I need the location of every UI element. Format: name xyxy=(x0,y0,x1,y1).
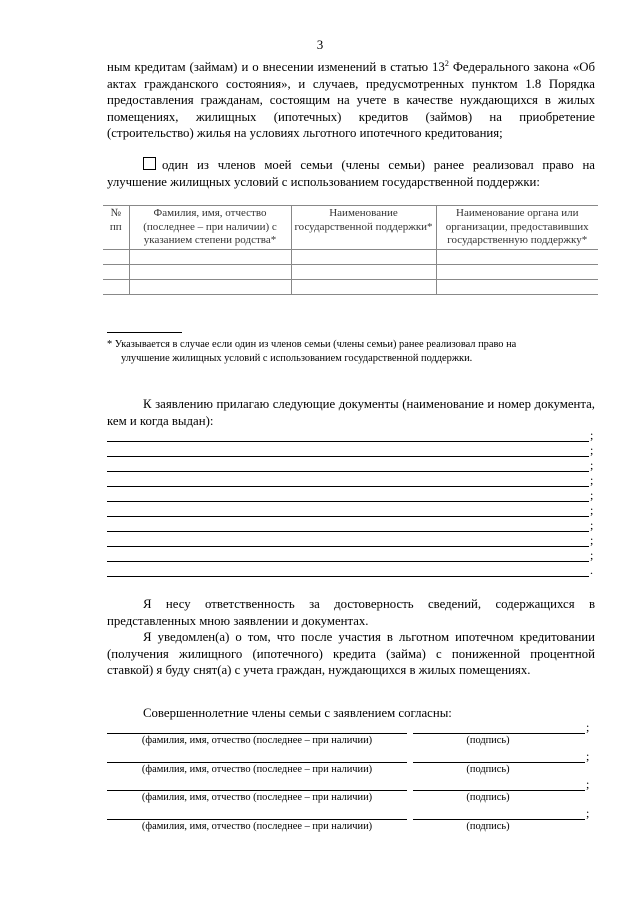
footnote-line-2: улучшение жилищных условий с использованием государственной поддержки. xyxy=(121,353,473,364)
attachment-line-10-end: . xyxy=(590,563,593,577)
attachment-line-10[interactable] xyxy=(107,576,589,577)
signature-name-line-2[interactable] xyxy=(107,762,407,763)
table-header-organization: Наименование органа или организации, предоставивших государственную поддержку* xyxy=(436,206,598,250)
attachment-line-7-end: ; xyxy=(590,518,594,532)
responsibility-text: Я несу ответственность за достоверность сведений, содержащихся в представленных мною заявлении и документах. xyxy=(107,597,595,628)
table-cell[interactable] xyxy=(436,249,598,264)
attachment-line-5[interactable] xyxy=(107,501,589,502)
family-support-checkbox-row xyxy=(107,157,595,190)
attachment-line-2[interactable] xyxy=(107,456,589,457)
table-cell[interactable] xyxy=(291,249,436,264)
support-table xyxy=(103,205,598,295)
attachments-paragraph xyxy=(107,396,595,429)
footnote-separator xyxy=(107,332,182,333)
signature-name-caption-4: (фамилия, имя, отчество (последнее – при наличии) xyxy=(141,821,373,832)
table-cell[interactable] xyxy=(103,249,129,264)
attachment-line-3-end: ; xyxy=(590,458,594,472)
table-cell[interactable] xyxy=(291,279,436,294)
signature-name-caption-1: (фамилия, имя, отчество (последнее – при наличии) xyxy=(141,735,373,746)
table-header-number: № пп xyxy=(103,206,129,250)
signature-sign-line-3[interactable] xyxy=(413,790,585,791)
signature-sign-line-2[interactable] xyxy=(413,762,585,763)
signature-name-caption-3: (фамилия, имя, отчество (последнее – при наличии) xyxy=(141,792,373,803)
signature-row-3-end: ; xyxy=(586,777,590,791)
intro-paragraph xyxy=(107,59,595,142)
notice-text: Я уведомлен(а) о том, что после участия в льготном ипотечном кредитовании (получения жилищного (ипотечного) кредита (займа) с пониженной процентной ставкой) я буду снят(а) с учета граждан, нуждающихся в жилых помещениях. xyxy=(107,630,595,678)
attachment-line-3[interactable] xyxy=(107,471,589,472)
attachment-line-2-end: ; xyxy=(590,443,594,457)
signature-sign-line-4[interactable] xyxy=(413,819,585,820)
table-cell[interactable] xyxy=(436,279,598,294)
family-consent-text: Совершеннолетние члены семьи с заявлением согласны: xyxy=(143,706,452,720)
table-cell[interactable] xyxy=(291,264,436,279)
signature-row-4-end: ; xyxy=(586,806,590,820)
attachment-line-8-end: ; xyxy=(590,533,594,547)
attachment-line-1-end: ; xyxy=(590,428,594,442)
family-support-text: один из членов моей семьи (члены семьи) ранее реализовал право на улучшение жилищных условий с использованием государственной поддержки: xyxy=(107,158,595,189)
intro-text-b: Федерального закона «Об актах гражданского состояния», и случаев, предусмотренных пунктом 1.8 Порядка предоставления гражданам, состоящим на учете в качестве нуждающихся в жилых помещениях, жилищных (ипотечных) кредитов (займов) на приобретение (строительство) жилья на условиях льготного ипотечного кредитования; xyxy=(107,60,596,141)
signature-name-caption-2: (фамилия, имя, отчество (последнее – при наличии) xyxy=(141,764,373,775)
signature-sign-caption-3: (подпись) xyxy=(466,792,510,803)
signature-name-line-4[interactable] xyxy=(107,819,407,820)
attachment-line-4-end: ; xyxy=(590,473,594,487)
family-support-checkbox[interactable] xyxy=(143,157,156,170)
attachments-text: К заявлению прилагаю следующие документы (наименование и номер документа, кем и когда выдан): xyxy=(107,397,595,428)
responsibility-paragraph xyxy=(107,596,595,629)
table-header-support: Наименование государственной поддержки* xyxy=(291,206,436,250)
attachment-line-5-end: ; xyxy=(590,488,594,502)
table-header-name: Фамилия, имя, отчество (последнее – при наличии) с указанием степени родства* xyxy=(129,206,291,250)
table-row xyxy=(103,279,598,294)
attachment-line-4[interactable] xyxy=(107,486,589,487)
intro-superscript: 2 xyxy=(444,59,449,68)
signature-sign-caption-4: (подпись) xyxy=(466,821,510,832)
table-cell[interactable] xyxy=(129,279,291,294)
footnote xyxy=(107,338,597,366)
signature-name-line-1[interactable] xyxy=(107,733,407,734)
signature-row-1-end: ; xyxy=(586,720,590,734)
signature-sign-caption-1: (подпись) xyxy=(466,735,510,746)
notice-paragraph xyxy=(107,629,595,679)
table-cell[interactable] xyxy=(103,279,129,294)
signature-row-2-end: ; xyxy=(586,749,590,763)
family-consent-paragraph xyxy=(107,705,595,722)
signature-sign-line-1[interactable] xyxy=(413,733,585,734)
intro-text-a: ным кредитам (займам) и о внесении изменений в статью 13 xyxy=(107,60,445,74)
attachment-line-7[interactable] xyxy=(107,531,589,532)
attachment-line-9[interactable] xyxy=(107,561,589,562)
attachment-line-6[interactable] xyxy=(107,516,589,517)
table-row xyxy=(103,264,598,279)
table-cell[interactable] xyxy=(103,264,129,279)
attachment-line-9-end: ; xyxy=(590,548,594,562)
page-number: 3 xyxy=(316,37,324,52)
attachment-line-1[interactable] xyxy=(107,441,589,442)
table-cell[interactable] xyxy=(129,249,291,264)
table-cell[interactable] xyxy=(436,264,598,279)
attachment-line-8[interactable] xyxy=(107,546,589,547)
attachment-line-6-end: ; xyxy=(590,503,594,517)
footnote-line-1: * Указывается в случае если один из членов семьи (члены семьи) ранее реализовал право на xyxy=(107,339,517,350)
table-row xyxy=(103,249,598,264)
signature-name-line-3[interactable] xyxy=(107,790,407,791)
signature-sign-caption-2: (подпись) xyxy=(466,764,510,775)
table-cell[interactable] xyxy=(129,264,291,279)
